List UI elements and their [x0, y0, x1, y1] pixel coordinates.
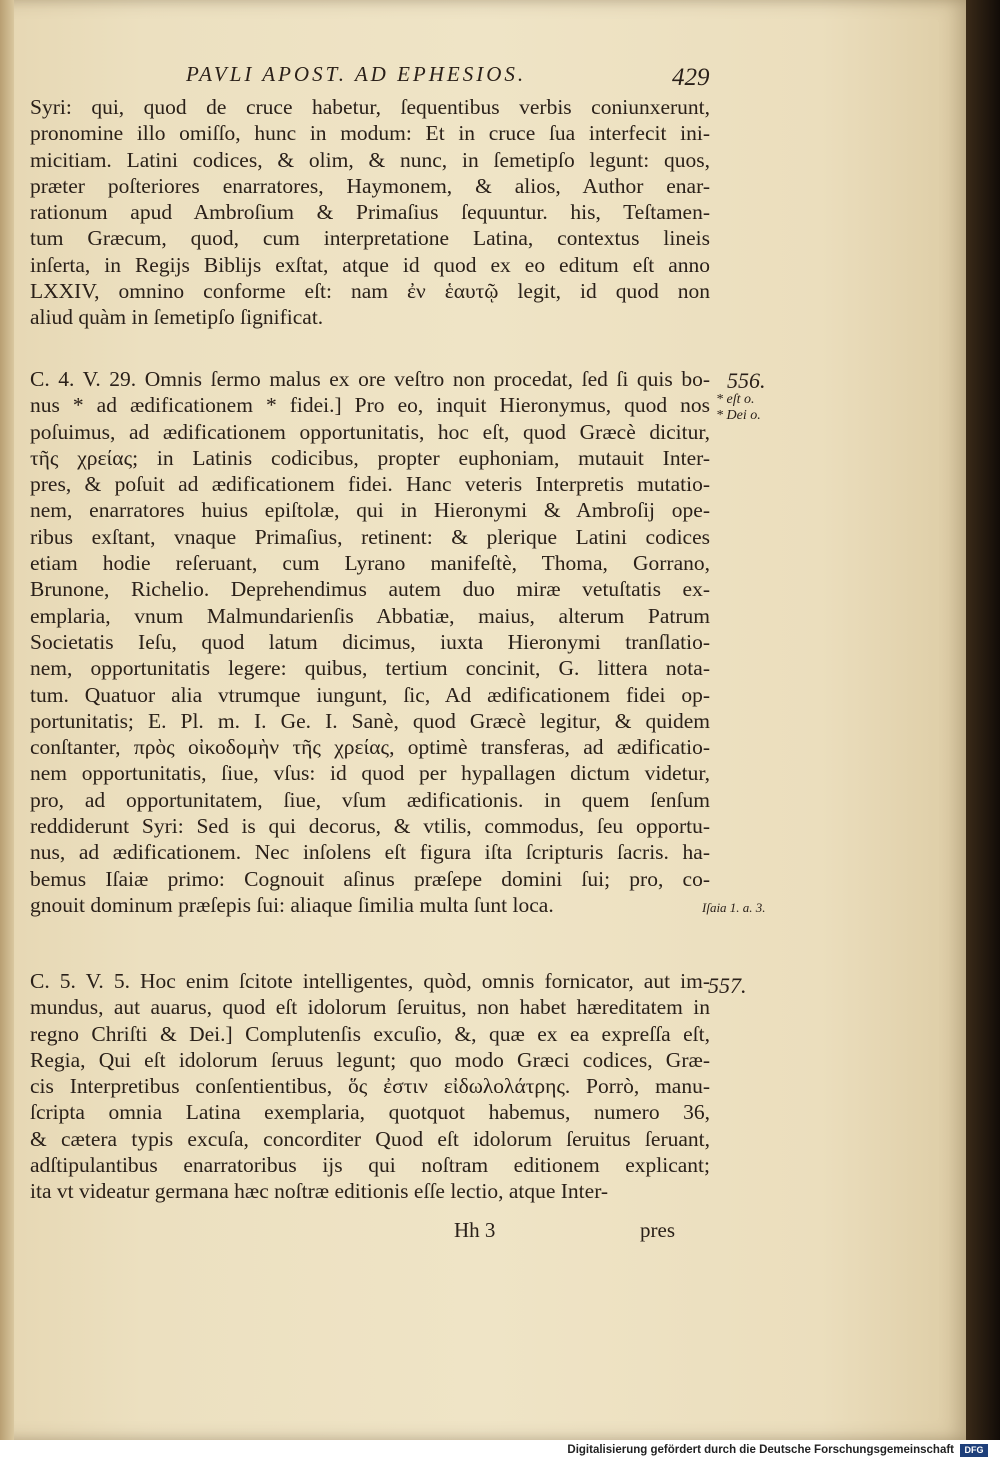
- text-line: C. 4. V. 29. Omnis ſermo malus ex ore veſtro non procedat, ſed ſi quis bo-: [30, 367, 710, 391]
- dfg-logo-icon: DFG: [960, 1444, 988, 1457]
- page-number: 429: [672, 64, 710, 91]
- text-line: etiam hodie reſeruant, cum Lyrano manifeſtè, Thoma, Gorrano,: [30, 551, 710, 576]
- paragraph-2: [30, 366, 710, 918]
- margin-variant-notes: [716, 392, 761, 424]
- paragraph-1: [30, 94, 710, 331]
- text-line: nem, opportunitatis legere: quibus, tertium concinit, G. littera nota-: [30, 656, 710, 681]
- text-line: pres, & poſuit ad ædificationem fidei. Hanc veteris Interpretis mutatio-: [30, 472, 710, 497]
- text-line: tum Græcum, quod, cum interpretatione Latina, contextus lineis: [30, 226, 710, 251]
- running-title: PAVLI APOST. AD EPHESIOS.: [186, 62, 527, 86]
- text-line: emplaria, vnum Malmundarienſis Abbatiæ, maius, alterum Patrum: [30, 603, 710, 628]
- page-gutter: [0, 0, 14, 1440]
- margin-note-556: 556.: [727, 368, 766, 393]
- text-line: & cætera typis excuſa, concorditer Quod eſt idolorum ſeruitus ſeruant,: [30, 1126, 710, 1151]
- credit-text: Digitalisierung gefördert durch die Deutsche Forschungsgemeinschaft: [567, 1444, 954, 1456]
- text-line: præter poſteriores enarratores, Haymonem, & alios, Author enar-: [30, 173, 710, 198]
- text-line: tum. Quatuor alia vtrumque iungunt, ſic, Ad ædificationem fidei op-: [30, 682, 710, 707]
- text-line: inſerta, in Regijs Biblijs exſtat, atque id quod ex eo editum eſt anno: [30, 252, 710, 277]
- text-line: Societatis Ieſu, quod latum dicimus, iuxta Hieronymi tranſlatio-: [30, 629, 710, 654]
- text-line: gnouit dominum præſepis ſui: aliaque ſimilia multa ſunt loca.: [30, 892, 554, 917]
- margin-note-isaia: Iſaia 1. a. 3.: [702, 900, 766, 915]
- text-line: bemus Iſaiæ primo: Cognouit aſinus præſepe domini ſui; pro, co-: [30, 866, 710, 891]
- text-line: nem opportunitatis, ſiue, vſus: id quod per hypallagen dictum videtur,: [30, 761, 710, 786]
- margin-variant-dei: * Dei o.: [716, 408, 761, 423]
- digitization-credit-bar: [0, 1440, 1000, 1462]
- text-line: mundus, aut auarus, quod eſt idolorum ſeruitus, non habet hæreditatem in: [30, 995, 710, 1020]
- margin-variant-est: * eſt o.: [716, 392, 755, 407]
- text-line: nus, ad ædificationem. Nec inſolens eſt figura iſta ſcripturis ſacris. ha-: [30, 840, 710, 865]
- text-line: conſtanter, πρὸς οἰκοδομὴν τῆς χρείας, optimè transferas, ad ædificatio-: [30, 735, 710, 760]
- text-line: portunitatis; E. Pl. m. I. Ge. I. Sanè, quod Græcè legitur, & quidem: [30, 708, 710, 733]
- text-line: ribus exſtant, vnaque Primaſius, retinent: & plerique Latini codices: [30, 524, 710, 549]
- text-line: reddiderunt Syri: Sed is qui decorus, & vtilis, commodus, ſeu opportu-: [30, 814, 710, 839]
- margin-note-557: 557.: [708, 973, 747, 998]
- text-line: nus * ad ædificationem * fidei.] Pro eo, inquit Hieronymus, quod nos: [30, 393, 710, 418]
- text-line: cis Interpretibus conſentientibus, ὅς ἐστιν εἰδωλολάτρης. Porrò, manu-: [30, 1074, 710, 1099]
- text-line: micitiam. Latini codices, & olim, & nunc, in ſemetipſo legunt: quos,: [30, 147, 710, 172]
- text-line: LXXIV, omnino conforme eſt: nam ἐν ἑαυτῷ legit, id quod non: [30, 279, 710, 304]
- text-line: adſtipulantibus enarratoribus ijs qui noſtram editionem explicant;: [30, 1153, 710, 1178]
- text-line: ſcripta omnia Latina exemplaria, quotquot habemus, numero 36,: [30, 1100, 710, 1125]
- text-line: nem, enarratores huius epiſtolæ, qui in Hieronymi & Ambroſij ope-: [30, 498, 710, 523]
- text-line: Regia, Qui eſt idolorum ſeruus legunt; quo modo Græci codices, Græ-: [30, 1047, 710, 1072]
- text-line: pro, ad opportunitatem, ſiue, vſum ædificationis. in quem ſenſum: [30, 787, 710, 812]
- text-line: τῆς χρείας; in Latinis codicibus, propter euphoniam, mutauit Inter-: [30, 445, 710, 470]
- text-line: rationum apud Ambroſium & Primaſius ſequuntur. his, Teſtamen-: [30, 200, 710, 225]
- signature-mark: Hh 3: [454, 1218, 496, 1242]
- paragraph-3: [30, 968, 710, 1205]
- text-line: pronomine illo omiſſo, hunc in modum: Et in cruce ſua interfecit ini-: [30, 121, 710, 146]
- text-line: Brunone, Richelio. Deprehendimus autem duo miræ vetuſtatis ex-: [30, 577, 710, 602]
- page-edge-shadow: [966, 0, 1000, 1440]
- text-line: regno Chriſti & Dei.] Complutenſis excuſio, &, quæ ex ea expreſſa eſt,: [30, 1021, 710, 1046]
- text-line: poſuimus, ad ædificationem opportunitatis, hoc eſt, quod Græcè dicitur,: [30, 419, 710, 444]
- text-line: Syri: qui, quod de cruce habetur, ſequentibus verbis coniunxerunt,: [30, 95, 710, 119]
- text-line: C. 5. V. 5. Hoc enim ſcitote intelligentes, quòd, omnis fornicator, aut im-: [30, 969, 710, 993]
- catchword: pres: [640, 1218, 675, 1242]
- text-line: aliud quàm in ſemetipſo ſignificat.: [30, 305, 324, 330]
- text-line: ita vt videatur germana hæc noſtræ editionis eſſe lectio, atque Inter-: [30, 1179, 609, 1204]
